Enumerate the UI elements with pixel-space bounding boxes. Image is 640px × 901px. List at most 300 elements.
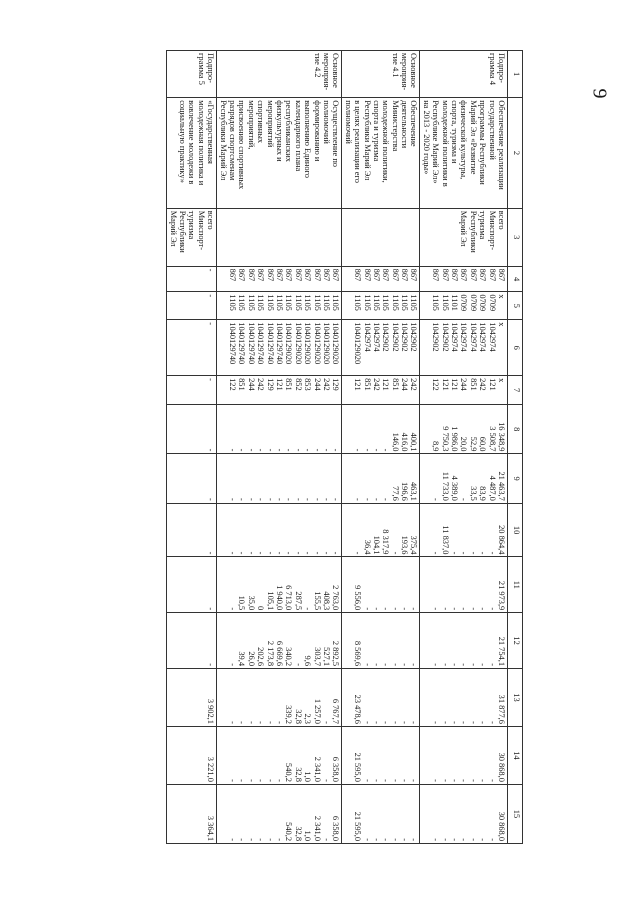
cell-line: 30 868,0 [497, 811, 506, 841]
cell-line: на 2013 - 2020 годы» [421, 100, 431, 175]
cell-line: 0 [256, 606, 266, 611]
cell-line: - [256, 838, 266, 841]
cell-line: - [409, 779, 419, 782]
cell-line: 1042974 [450, 322, 460, 352]
cell-grbs [167, 266, 217, 292]
cell-line: 1105 [371, 294, 381, 311]
cell-line: Республики [178, 210, 188, 253]
cell-line: 6 713,0 [284, 585, 294, 611]
cell-line: 1105 [265, 294, 275, 311]
cell-line: 244 [459, 378, 469, 391]
cell-line: x [497, 322, 506, 327]
cell-year-2017 [217, 557, 342, 613]
cell-year-2016 [167, 503, 217, 557]
cell-line: Марий Эл [459, 210, 469, 247]
cell-line: - [331, 448, 341, 452]
cell-line: - [321, 838, 331, 841]
cell-line: - [353, 497, 363, 501]
cell-line: - [381, 721, 391, 724]
cell-line: 867 [362, 268, 372, 282]
cell-line: 867 [468, 268, 478, 282]
column-number: 1 [508, 51, 523, 98]
section-label [167, 51, 217, 98]
cell-line: - [390, 721, 400, 724]
cell-line: 1105 [353, 294, 363, 311]
cell-line: 242 [321, 378, 331, 391]
cell-line: - [321, 448, 331, 452]
cell-vr [342, 376, 420, 405]
section-label [217, 51, 342, 98]
cell-line: - [371, 838, 381, 841]
cell-line: - [275, 497, 285, 501]
cell-line: - [293, 551, 303, 555]
cell-line: 1105 [400, 294, 410, 311]
cell-line: 32,8 [293, 709, 303, 724]
cell-year-2017 [167, 557, 217, 613]
cell-line: Минспорт- [196, 210, 206, 251]
table-row [167, 51, 217, 844]
cell-line: - [275, 779, 285, 782]
cell-line: 463,1 [409, 481, 419, 501]
cell-line: - [381, 838, 391, 841]
cell-line: - [256, 551, 266, 555]
cell-line: 11 837,0 [440, 525, 450, 555]
cell-line: Подпро- [497, 53, 506, 83]
cell-line: 1,0 [303, 771, 313, 782]
cell-line: 540,2 [284, 763, 294, 782]
section-label [342, 51, 420, 98]
cell-year-2018 [217, 613, 342, 669]
cell-line: - [431, 721, 441, 724]
cell-line: 3 364,1 [206, 815, 216, 841]
cell-year-2018 [342, 613, 420, 669]
cell-line: 35,0 [246, 595, 256, 611]
cell-csr [342, 320, 420, 376]
cell-line: 408,3 [321, 591, 331, 611]
cell-line: 853 [303, 378, 313, 391]
cell-line: - [487, 607, 497, 611]
cell-line: - [409, 607, 419, 611]
cell-line: 1 940,0 [275, 585, 285, 611]
cell-line: 867 [440, 268, 450, 282]
cell-line: мероприя- [400, 53, 410, 91]
cell-line: 20,0 [459, 436, 469, 452]
cell-line: - [321, 721, 331, 724]
cell-line: 1040129740 [265, 322, 275, 365]
cell-line: 1040129740 [246, 322, 256, 365]
cell-rzpr [342, 292, 420, 320]
cell-line: 1042974 [371, 322, 381, 352]
cell-line: всего [497, 210, 506, 230]
cell-line: 867 [293, 268, 303, 282]
cell-line: x [497, 294, 506, 299]
cell-line: 146,0 [390, 432, 400, 452]
cell-line: 851 [362, 378, 372, 391]
cell-line: 4 389,0 [450, 475, 460, 501]
cell-line: 11 733,0 [440, 471, 450, 501]
cell-line: 1040129740 [256, 322, 266, 365]
cell-line: 1105 [237, 294, 247, 311]
cell-year-2021 [217, 784, 342, 843]
cell-year-2021 [420, 784, 508, 843]
table-row [217, 51, 342, 844]
cell-year-2014 [217, 405, 342, 454]
cell-line: 1040129740 [237, 322, 247, 365]
cell-year-2015 [167, 454, 217, 503]
cell-line: 4 487,0 [487, 475, 497, 501]
cell-line: - [206, 663, 216, 667]
cell-line: 196,6 [400, 481, 410, 501]
cell-line: - [381, 607, 391, 611]
cell-line: физической культуры, [459, 100, 469, 180]
cell-year-2020 [167, 726, 217, 784]
cell-line: 26,0 [246, 651, 256, 667]
cell-year-2018 [167, 613, 217, 669]
cell-line: - [312, 497, 322, 501]
column-number: 9 [508, 454, 523, 503]
cell-line: - [265, 838, 275, 841]
cell-year-2020 [342, 726, 420, 784]
cell-line: 83,9 [478, 486, 488, 501]
cell-line: 60,0 [478, 436, 488, 452]
cell-line: 852 [293, 378, 303, 391]
cell-line: 32,8 [293, 826, 303, 841]
cell-line: 6 358,0 [331, 815, 341, 841]
cell-line: - [265, 551, 275, 555]
cell-line: - [450, 551, 460, 555]
cell-line: - [237, 721, 247, 724]
cell-line: - [321, 779, 331, 782]
cell-line: мероприятий, [246, 100, 256, 150]
cell-line: - [487, 779, 497, 782]
cell-line: - [362, 497, 372, 501]
cell-line: - [487, 551, 497, 555]
cell-line: 6 669,6 [275, 640, 285, 667]
cell-line: мероприятий [265, 100, 275, 148]
cell-line: 540,2 [284, 822, 294, 841]
column-number: 10 [508, 503, 523, 557]
cell-line: - [275, 448, 285, 452]
cell-line: - [440, 721, 450, 724]
cell-line: 8 569,6 [353, 640, 363, 667]
cell-line: - [390, 779, 400, 782]
cell-line: - [478, 607, 488, 611]
cell-line: - [303, 607, 313, 611]
cell-line: 193,6 [400, 535, 410, 555]
cell-line: Республики Марий Эл [218, 100, 228, 181]
cell-line: 1105 [331, 294, 341, 311]
cell-line: 1040129020 [331, 322, 341, 365]
cell-line: 39,4 [237, 651, 247, 667]
cell-rzpr [167, 292, 217, 320]
cell-year-2017 [420, 557, 508, 613]
cell-line: вовлечение молодежи в [187, 100, 197, 185]
cell-line: - [371, 607, 381, 611]
cell-year-2021 [342, 784, 420, 843]
cell-line: 867 [497, 268, 506, 282]
cell-line: - [206, 497, 216, 501]
cell-line: - [206, 268, 216, 272]
cell-line: спорта, туризма и [450, 100, 460, 164]
column-number: 2 [508, 98, 523, 209]
cell-line: - [459, 497, 469, 501]
column-number: 11 [508, 557, 523, 613]
cell-line: 242 [371, 378, 381, 391]
cell-year-2016 [217, 503, 342, 557]
column-number-row [508, 51, 523, 844]
cell-line: - [468, 607, 478, 611]
cell-line: - [293, 497, 303, 501]
cell-year-2016 [342, 503, 420, 557]
cell-line: календарного плана [293, 100, 303, 172]
cell-line: 1042902 [400, 322, 410, 352]
cell-line: - [284, 551, 294, 555]
cell-line: - [400, 607, 410, 611]
executor [167, 208, 217, 266]
section-description [217, 98, 342, 209]
cell-line: Министерства [390, 100, 400, 152]
cell-line: - [371, 448, 381, 452]
cell-line: - [478, 721, 488, 724]
cell-line: 244 [312, 378, 322, 391]
cell-line: - [293, 663, 303, 667]
cell-line: - [206, 322, 216, 326]
cell-line: - [409, 838, 419, 841]
cell-line: - [256, 448, 266, 452]
cell-grbs [420, 266, 508, 292]
cell-line: - [450, 779, 460, 782]
cell-line: 21 595,0 [353, 752, 363, 782]
table-row [420, 51, 508, 844]
cell-line: - [237, 497, 247, 501]
cell-line: 1040129020 [303, 322, 313, 365]
cell-line: - [371, 779, 381, 782]
cell-line: 1 986,0 [450, 426, 460, 452]
cell-line: 851 [390, 378, 400, 391]
cell-line: 867 [303, 268, 313, 282]
cell-line: - [362, 448, 372, 452]
cell-line: 851 [237, 378, 247, 391]
cell-line: 3 902,1 [206, 698, 216, 724]
cell-line: 129 [331, 378, 341, 391]
cell-line: - [256, 779, 266, 782]
cell-line: спорта и туризма [371, 100, 381, 162]
cell-line: 202,6 [256, 647, 266, 667]
column-number: 5 [508, 292, 523, 320]
executor [217, 208, 342, 266]
cell-line: государственной [487, 100, 497, 160]
cell-line: 105,1 [265, 591, 275, 611]
column-number: 3 [508, 208, 523, 266]
cell-line: - [450, 721, 460, 724]
cell-line: - [312, 448, 322, 452]
cell-line: 527,1 [321, 647, 331, 667]
cell-year-2020 [217, 726, 342, 784]
cell-line: - [284, 497, 294, 501]
cell-line: 867 [312, 268, 322, 282]
cell-line: 104,1 [371, 535, 381, 555]
cell-csr [167, 320, 217, 376]
cell-line: 242 [256, 378, 266, 391]
cell-line: 2,3 [303, 713, 313, 724]
page-number: 9 [588, 88, 611, 99]
cell-rzpr [217, 292, 342, 320]
cell-line: 9 556,0 [353, 585, 363, 611]
cell-line: 6 358,0 [331, 756, 341, 782]
cell-line: - [440, 607, 450, 611]
cell-year-2016 [420, 503, 508, 557]
cell-line: - [409, 663, 419, 667]
cell-line: - [321, 497, 331, 501]
cell-line: 8,9 [431, 440, 441, 452]
cell-line: 867 [431, 268, 441, 282]
executor [342, 208, 420, 266]
cell-line: тие 4.1 [390, 53, 400, 78]
cell-line: x [497, 378, 506, 383]
cell-line: 8 317,9 [381, 529, 391, 555]
cell-line: мероприя- [321, 53, 331, 91]
cell-line: 1040129740 [275, 322, 285, 365]
table-row [342, 51, 420, 844]
cell-line: - [487, 663, 497, 667]
cell-line: 36,4 [362, 539, 372, 555]
cell-line: - [440, 838, 450, 841]
cell-line: - [431, 607, 441, 611]
cell-line: 1042902 [381, 322, 391, 352]
cell-line: 867 [265, 268, 275, 282]
cell-line: молодежной политики, [381, 100, 391, 183]
cell-line: - [468, 551, 478, 555]
cell-line: 1040129020 [293, 322, 303, 365]
cell-line: молодежной политики в [440, 100, 450, 187]
column-number: 13 [508, 669, 523, 727]
cell-line: «Государственная [206, 100, 216, 164]
cell-line: - [228, 448, 238, 452]
cell-line: Основное [409, 53, 419, 88]
cell-line: - [303, 448, 313, 452]
cell-line: - [381, 663, 391, 667]
cell-line: 867 [331, 268, 341, 282]
cell-year-2015 [420, 454, 508, 503]
cell-line: - [431, 838, 441, 841]
cell-line: - [487, 838, 497, 841]
cell-line: 121 [353, 378, 363, 391]
cell-line: 129 [265, 378, 275, 391]
section-label [420, 51, 508, 98]
cell-line: 1 257,0 [312, 698, 322, 724]
cell-line: 242 [478, 378, 488, 391]
cell-line: - [206, 448, 216, 452]
column-number: 7 [508, 376, 523, 405]
cell-line: 9,6 [303, 655, 313, 667]
cell-line: 1105 [381, 294, 391, 311]
cell-line: - [228, 838, 238, 841]
cell-line: - [265, 779, 275, 782]
cell-line: - [487, 721, 497, 724]
cell-line: 21 595,0 [353, 811, 363, 841]
cell-line: - [381, 448, 391, 452]
cell-csr [420, 320, 508, 376]
cell-line: полномочий [321, 100, 331, 144]
cell-line: - [237, 551, 247, 555]
cell-line: - [293, 448, 303, 452]
cell-line: 1040129020 [284, 322, 294, 365]
cell-line: 33,5 [468, 486, 478, 501]
cell-vr [217, 376, 342, 405]
cell-line: 0709 [487, 294, 497, 312]
cell-year-2019 [420, 669, 508, 727]
cell-line: 1105 [246, 294, 256, 311]
cell-year-2019 [342, 669, 420, 727]
cell-line: - [228, 721, 238, 724]
cell-line: 1042974 [362, 322, 372, 352]
cell-line: - [409, 721, 419, 724]
cell-line: 867 [275, 268, 285, 282]
cell-line: Марий Эл [168, 210, 178, 247]
cell-line: - [440, 779, 450, 782]
cell-line: - [468, 663, 478, 667]
cell-line: 121 [440, 378, 450, 391]
cell-grbs [342, 266, 420, 292]
cell-line: - [228, 663, 238, 667]
cell-line: - [381, 497, 391, 501]
cell-line: - [331, 551, 341, 555]
column-number: 14 [508, 726, 523, 784]
cell-line: Подпро- [206, 53, 216, 83]
cell-line: - [206, 294, 216, 298]
cell-line: - [237, 838, 247, 841]
column-number: 8 [508, 405, 523, 454]
cell-line: - [237, 779, 247, 782]
cell-line: - [431, 663, 441, 667]
cell-line: - [468, 721, 478, 724]
cell-line: 244 [246, 378, 256, 391]
cell-line: 122 [228, 378, 238, 391]
cell-line: 1042974 [459, 322, 469, 352]
cell-line: 9 750,3 [440, 426, 450, 452]
cell-line: 0709 [468, 294, 478, 312]
cell-line: - [371, 497, 381, 501]
cell-line: 1042902 [440, 322, 450, 352]
cell-line: 21 463,7 [497, 471, 506, 501]
cell-line: 1040129020 [312, 322, 322, 365]
cell-line: 21 973,9 [497, 580, 506, 611]
cell-line: 867 [478, 268, 488, 282]
cell-line: Республике Марий Эл» [431, 100, 441, 184]
cell-line: - [431, 779, 441, 782]
cell-line: Республики Марий Эл [362, 100, 372, 181]
cell-line: 1042902 [390, 322, 400, 352]
cell-line: 1105 [228, 294, 238, 311]
cell-line: 339,2 [284, 705, 294, 724]
cell-year-2020 [420, 726, 508, 784]
column-number: 6 [508, 320, 523, 376]
cell-line: - [400, 838, 410, 841]
cell-line: 1105 [303, 294, 313, 311]
cell-line: физкультурных и [275, 100, 285, 162]
cell-line: 1105 [362, 294, 372, 311]
cell-line: формированию и [312, 100, 322, 162]
cell-line: 867 [487, 268, 497, 282]
cell-line: - [362, 838, 372, 841]
cell-line: 1105 [293, 294, 303, 311]
cell-line: - [331, 497, 341, 501]
cell-line: - [237, 448, 247, 452]
cell-line: - [362, 607, 372, 611]
cell-line: - [450, 607, 460, 611]
cell-line: - [284, 448, 294, 452]
cell-line: 867 [409, 268, 419, 282]
